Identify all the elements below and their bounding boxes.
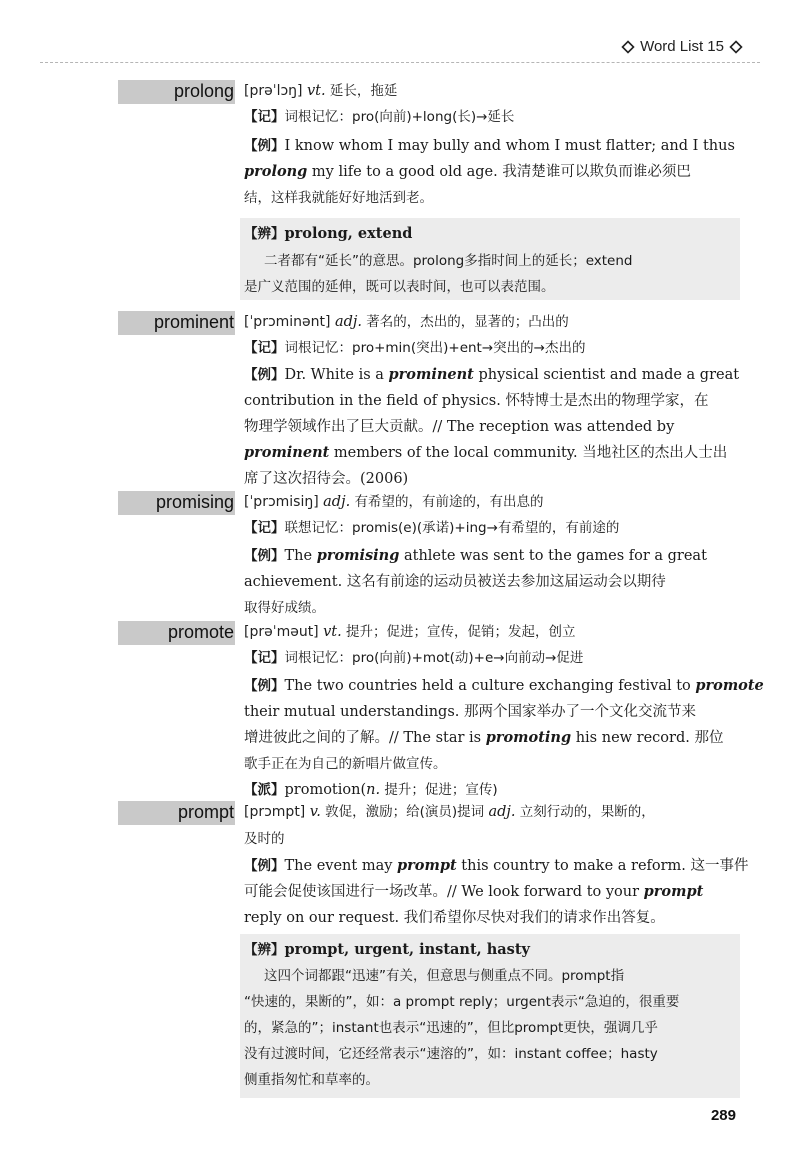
usage-note-title: 【辨】prompt, urgent, instant, hasty (244, 941, 530, 958)
diamond-icon (622, 41, 634, 53)
example-line: 【例】The event may prompt this country to make a reform. 这一事件 (244, 857, 749, 874)
memory-tip: 【记】联想记忆：promis(e)(承诺)+ing→有希望的，有前途的 (244, 520, 620, 536)
usage-note-text: 这四个词都跟“迅速”有关，但意思与侧重点不同。prompt指 (264, 968, 625, 984)
definition: 及时的 (244, 831, 285, 847)
running-header (0, 30, 800, 64)
example-line: 增进彼此之间的了解。// The star is promoting his new record. 那位 (244, 729, 724, 746)
headword: promising (155, 492, 234, 512)
example-line: 【例】The two countries held a culture exchanging festival to promote (244, 677, 764, 694)
headword: promote (167, 622, 234, 642)
usage-note-text: 二者都有“延长”的意思。prolong多指时间上的延长；extend (264, 253, 633, 269)
memory-tip: 【记】词根记忆：pro(向前)+mot(动)+e→向前动→促进 (244, 650, 584, 666)
example-line: 取得好成绩。 (244, 600, 325, 616)
usage-note-text: 侧重指匆忙和草率的。 (244, 1072, 379, 1088)
definition: [ˈprɔmisiŋ] adj. 有希望的，有前途的，有出息的 (244, 494, 544, 510)
headword: prompt (177, 802, 234, 822)
example-line: 【例】I know whom I may bully and whom I must flatter; and I thus (244, 138, 735, 154)
example-line: 歌手正在为自己的新唱片做宣传。 (244, 756, 447, 772)
header-title: Word List 15 (640, 38, 724, 55)
example-line: 可能会促使该国进行一场改革。// We look forward to your prompt (244, 883, 704, 900)
example-line: achievement. 这名有前途的运动员被送去参加这届运动会以期待 (244, 574, 666, 590)
header-divider (40, 62, 760, 63)
memory-tip: 【记】词根记忆：pro(向前)+long(长)→延长 (244, 109, 515, 125)
example-line: 【例】Dr. White is a prominent physical scientist and made a great (244, 366, 740, 383)
example-line: prominent members of the local community. 当地社区的杰出人士出 (244, 444, 728, 461)
example-line: 席了这次招待会。(2006) (244, 471, 409, 487)
header-label (622, 38, 742, 55)
example-line: reply on our request. 我们希望你尽快对我们的请求作出答复。 (244, 910, 665, 926)
headword: prolong (173, 81, 234, 101)
definition: [prɔmpt] v. 敦促，激励；给(演员)提词 adj. 立刻行动的，果断的， (244, 804, 655, 820)
memory-tip: 【记】词根记忆：pro+min(突出)+ent→突出的→杰出的 (244, 340, 586, 356)
usage-note-title: 【辨】prolong, extend (244, 225, 413, 242)
usage-note-text: 的，紧急的”；instant也表示“迅速的”，但比prompt更快，强调几乎 (244, 1020, 658, 1036)
example-line: prolong my life to a good old age. 我清楚谁可以欺负而谁必须巴 (244, 163, 691, 180)
page-number: 289 (710, 1107, 736, 1124)
example-line: 【例】The promising athlete was sent to the games for a great (244, 547, 707, 564)
usage-note-text: “快速的，果断的”，如：a prompt reply；urgent表示“急迫的，很重要 (244, 994, 680, 1010)
derivative: 【派】promotion(n. 提升；促进；宣传) (244, 782, 498, 798)
headword: prominent (153, 312, 234, 332)
diamond-icon (730, 41, 742, 53)
usage-note-text: 没有过渡时间，它还经常表示“速溶的”，如：instant coffee；hasty (244, 1046, 658, 1062)
example-line: 物理学领域作出了巨大贡献。// The reception was attended by (244, 419, 675, 435)
example-line: their mutual understandings. 那两个国家举办了一个文化交流节来 (244, 704, 696, 720)
usage-note-text: 是广义范围的延伸，既可以表时间，也可以表范围。 (244, 279, 555, 295)
definition: [ˈprɔminənt] adj. 著名的，杰出的，显著的；凸出的 (244, 314, 569, 330)
example-line: contribution in the field of physics. 怀特博士是杰出的物理学家，在 (244, 393, 709, 409)
example-line: 结，这样我就能好好地活到老。 (244, 190, 433, 206)
definition: [prəˈməut] vt. 提升；促进；宣传，促销；发起，创立 (244, 624, 576, 640)
definition: [prəˈlɔŋ] vt. 延长，拖延 (244, 83, 398, 99)
